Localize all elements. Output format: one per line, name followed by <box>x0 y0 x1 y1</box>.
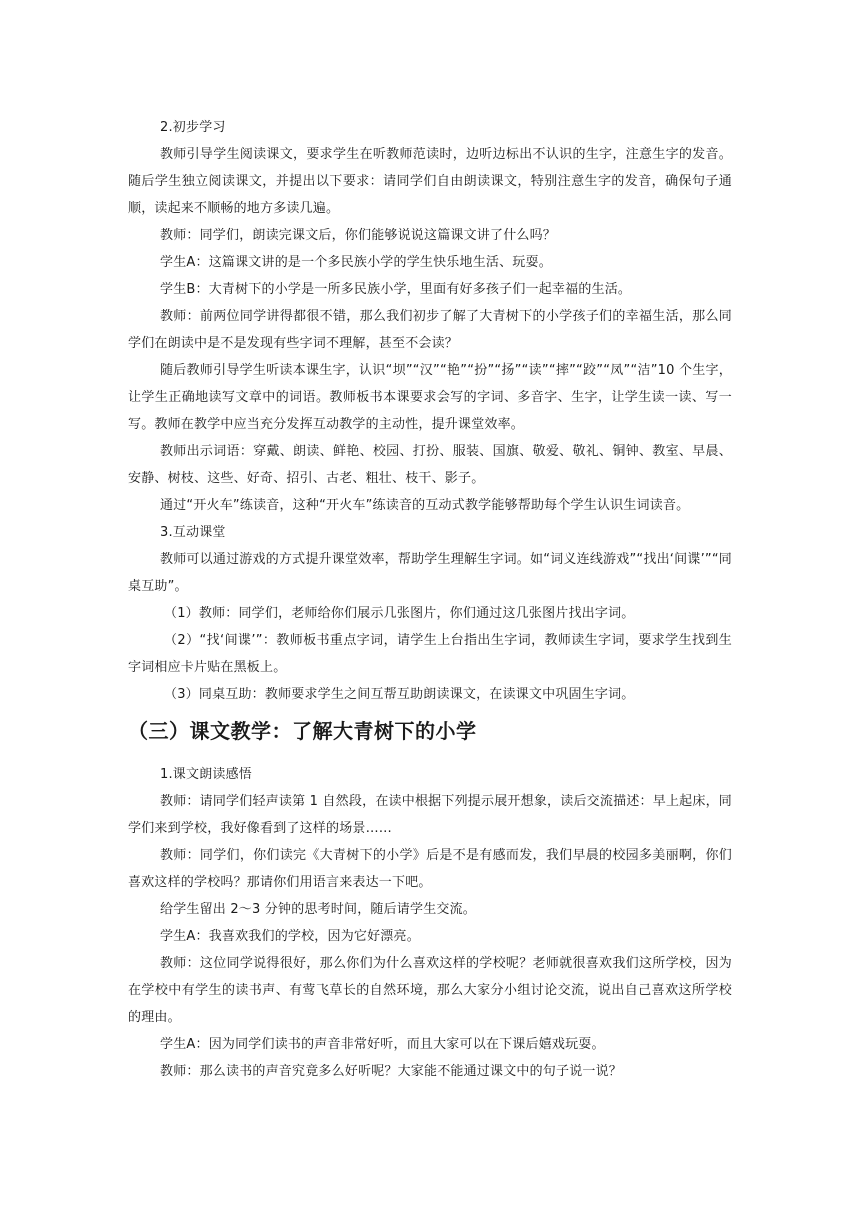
paragraph: （3）同桌互助：教师要求学生之间互帮互助朗读课文，在读课文中巩固生字词。 <box>164 687 635 702</box>
paragraph: （1）教师：同学们，老师给你们展示几张图片，你们通过这几张图片找出字词。 <box>164 606 635 621</box>
paragraph: 教师出示词语：穿戴、朗读、鲜艳、校园、打扮、服装、国旗、敬爱、敬礼、铜钟、教室、早晨、安静、树枝、这些、好奇、招引、古老、粗壮、枝干、影子。 <box>128 444 732 486</box>
paragraph: 教师：同学们，朗读完课文后，你们能够说说这篇课文讲了什么吗？ <box>160 228 557 243</box>
paragraph: 教师可以通过游戏的方式提升课堂效率，帮助学生理解生字词。如“词义连线游戏”“找出‘间谍’”“同桌互助”。 <box>128 552 732 594</box>
paragraph: 给学生留出 2～3 分钟的思考时间，随后请学生交流。 <box>160 902 477 917</box>
paragraph: 教师：请同学们轻声读第 1 自然段，在读中根据下列提示展开想象，读后交流描述：早上起床，同学们来到学校，我好像看到了这样的场景…… <box>128 794 732 836</box>
paragraph: 学生B：大青树下的小学是一所多民族小学，里面有好多孩子们一起幸福的生活。 <box>160 282 632 297</box>
paragraph: 教师：这位同学说得很好，那么你们为什么喜欢这样的学校呢？老师就很喜欢我们这所学校，因为在学校中有学生的读书声、有莺飞草长的自然环境，那么大家分小组讨论交流，说出自己喜欢这所学校的理由。 <box>128 956 732 1025</box>
paragraph: 2.初步学习 <box>160 120 226 135</box>
paragraph: 3.互动课堂 <box>160 525 226 540</box>
paragraph: 随后教师引导学生听读本课生字，认识“坝”“汉”“艳”“扮”“扬”“读”“摔”“跤”“凤”“洁”10 个生字，让学生正确地读写文章中的词语。教师板书本课要求会写的字词、多音字、生字，让学生读一读、写一写。教师在教学中应当充分发挥互动教学的主动性，提升课堂效率。 <box>128 363 732 432</box>
paragraph: 学生A：因为同学们读书的声音非常好听，而且大家可以在下课后嬉戏玩耍。 <box>160 1037 605 1052</box>
paragraph: 学生A：我喜欢我们的学校，因为它好漂亮。 <box>160 929 420 944</box>
paragraph: 1.课文朗读感悟 <box>160 767 253 782</box>
document-body <box>128 114 732 1085</box>
paragraph: 教师：同学们，你们读完《大青树下的小学》后是不是有感而发，我们早晨的校园多美丽啊，你们喜欢这样的学校吗？那请你们用语言来表达一下吧。 <box>128 848 732 890</box>
paragraph: 教师：那么读书的声音究竟多么好听呢？大家能不能通过课文中的句子说一说？ <box>160 1064 623 1079</box>
paragraph: 教师：前两位同学讲得都很不错，那么我们初步了解了大青树下的小学孩子们的幸福生活，那么同学们在朗读中是不是发现有些字词不理解，甚至不会读？ <box>128 309 732 351</box>
paragraph: （2）“找‘间谍’”：教师板书重点字词，请学生上台指出生字词，教师读生字词，要求学生找到生字词相应卡片贴在黑板上。 <box>128 633 732 675</box>
paragraph: 学生A：这篇课文讲的是一个多民族小学的学生快乐地生活、玩耍。 <box>160 255 552 270</box>
paragraph: 通过“开火车”练读音，这种“开火车”练读音的互动式教学能够帮助每个学生认识生词读音。 <box>160 498 690 513</box>
section-heading: （三）课文教学：了解大青树下的小学 <box>128 719 477 743</box>
paragraph: 教师引导学生阅读课文，要求学生在听教师范读时，边听边标出不认识的生字，注意生字的发音。随后学生独立阅读课文，并提出以下要求：请同学们自由朗读课文，特别注意生字的发音，确保句子通顺，读起来不顺畅的地方多读几遍。 <box>128 147 732 216</box>
